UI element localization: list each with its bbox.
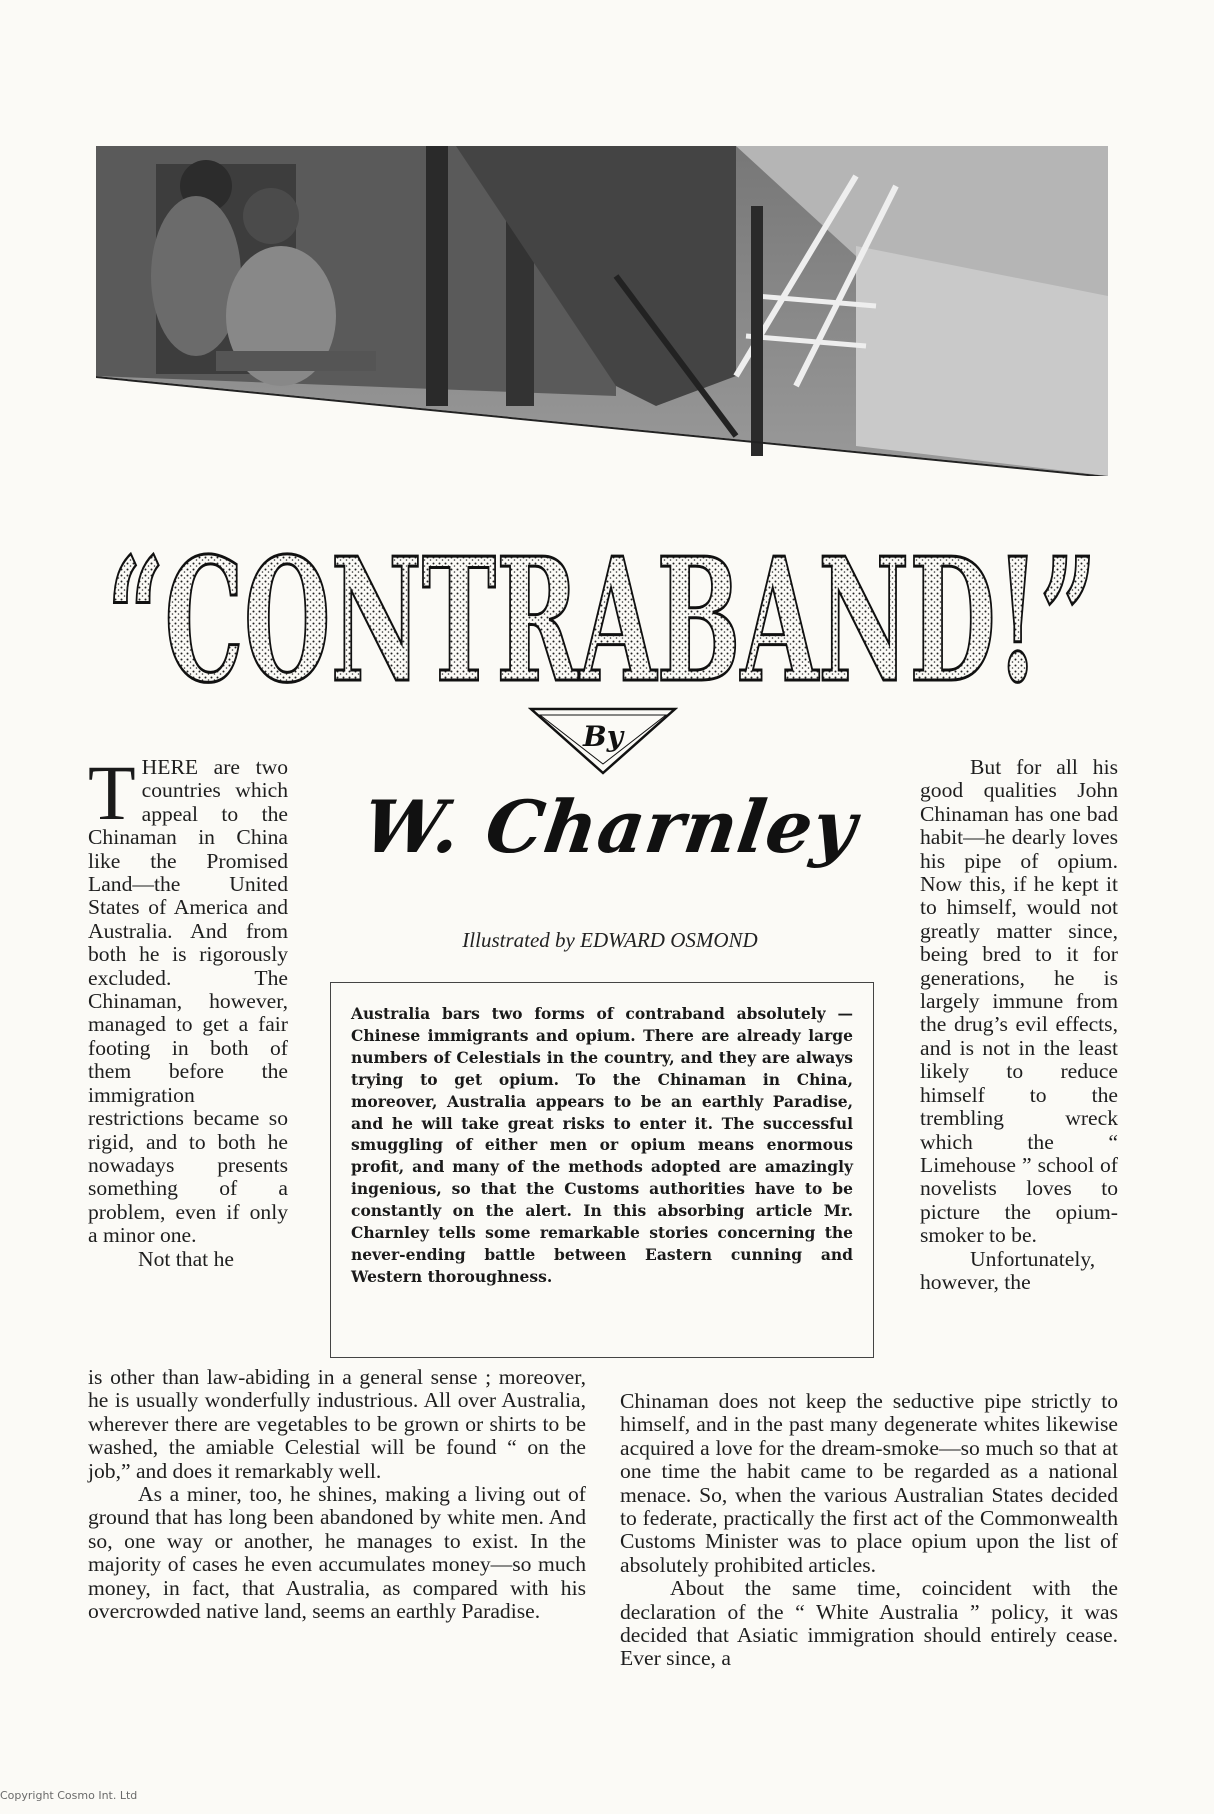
body-column-right-bottom bbox=[620, 1390, 1118, 1671]
paragraph-5-cont: Chinaman does not keep the seductive pipe strictly to himself, and in the past many degenerate whites likewise acquired a love for the dream-smoke—so much so that at one time the habit came to be regarded as a national menace. So, when the various Australian States decided to federate, practically the first act of the Commonwealth Customs Minister was to place opium upon the list of absolutely prohibited articles. bbox=[620, 1389, 1118, 1577]
title-lettering bbox=[96, 508, 1108, 708]
by-badge bbox=[528, 706, 678, 776]
paragraph-5-start: Unfortunately, however, the bbox=[920, 1246, 1096, 1294]
paragraph-1: HERE are two countries which appeal to the Chinaman in China like the Promised Land—the United States of America and Australia. And from both he is rigorously excluded. The Chinaman, however, managed to get a fair footing in both of them before the immigration restrictions became so rigid, and to both he nowadays presents something of a problem, even if only a minor one. bbox=[88, 755, 288, 1248]
body-column-right-top bbox=[920, 756, 1118, 1294]
header-illustration bbox=[96, 146, 1108, 476]
paragraph-2-start: Not that he bbox=[138, 1246, 234, 1271]
article-title bbox=[96, 508, 1108, 708]
body-column-left-bottom bbox=[88, 1366, 586, 1623]
standfirst-text: Australia bars two forms of contraband absolutely —Chinese immigrants and opium. There are already large numbers of Celestials in the country, and they are always trying to get opium. To the Chinaman in China, moreover, Australia appears to be an earthly Paradise, and he will take great risks to enter it. The successful smuggling of either men or opium means enormous profit, and many of the methods adopted are amazingly ingenious, so that the Customs authorities have to be constantly on the alert. In this absorbing article Mr. Charnley tells some remarkable stories concerning the never-ending battle between Eastern cunning and Western thoroughness. bbox=[351, 1004, 853, 1286]
paragraph-4: But for all his good qualities John Chinaman has one bad habit—he dearly loves his pipe of opium. Now this, if he kept it to himself, would not greatly matter since, being bred to it for generations, he is largely immune from the drug’s evil effects, and is not in the least likely to reduce himself to the trembling wreck which the “ Limehouse ” school of novelists loves to picture the opium-smoker to be. bbox=[920, 755, 1118, 1248]
body-column-left-top bbox=[88, 749, 288, 1271]
illustrator-credit: Illustrated by EDWARD OSMOND bbox=[462, 928, 758, 952]
paragraph-3: As a miner, too, he shines, making a living out of ground that has long been abandoned by white men. And so, one way or another, he manages to exist. In the majority of cases he even accumulates money—so much money, in fact, that Australia, as compared with his overcrowded native land, seems an earthly Paradise. bbox=[88, 1482, 586, 1624]
paragraph-6: About the same time, coincident with the declaration of the “ White Australia ” policy, it was decided that Asiatic immigration should entirely cease. Ever since, a bbox=[620, 1576, 1118, 1671]
ship-deck-illustration-icon bbox=[96, 146, 1108, 476]
title-text: “CONTRABAND!” bbox=[107, 521, 1097, 708]
by-label: By bbox=[583, 720, 623, 753]
paragraph-2-cont: is other than law-abiding in a general sense ; moreover, he is usually wonderfully industrious. All over Australia, wherever there are vegetables to be grown or shirts to be washed, the amiable Celestial will be found “ on the job,” and does it remarkably well. bbox=[88, 1365, 586, 1483]
drop-cap: T bbox=[88, 749, 136, 836]
standfirst-box bbox=[330, 982, 874, 1358]
copyright-notice: Copyright Cosmo Int. Ltd bbox=[0, 1789, 138, 1802]
author-name: W. Charnley bbox=[357, 784, 863, 869]
